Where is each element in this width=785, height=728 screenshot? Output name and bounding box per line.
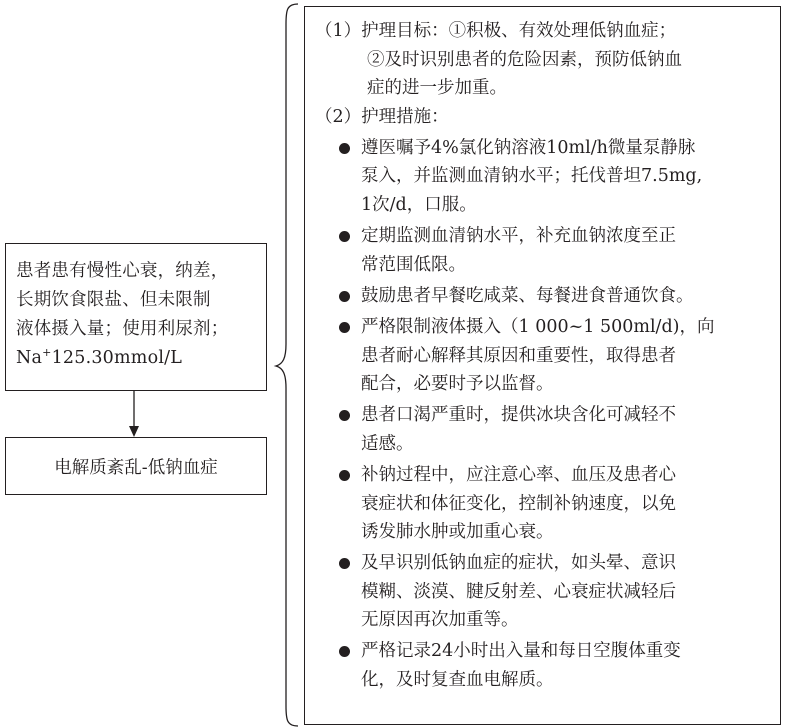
measure-text <box>361 134 774 220</box>
measure-line: 补钠过程中，应注意心率、血压及患者心 <box>361 464 676 485</box>
measure-line: 化，及时复查血电解质。 <box>361 670 554 691</box>
bullet-icon <box>339 322 350 333</box>
bullet-icon <box>339 410 350 421</box>
sodium-value-line <box>16 344 260 373</box>
bullet-icon <box>339 470 350 481</box>
measure-line: 患者耐心解释其原因和重要性，取得患者 <box>361 345 676 366</box>
diagnosis-label: 电解质紊乱-低钠血症 <box>54 457 218 478</box>
measure-line: 及早识别低钠血症的症状，如头晕、意识 <box>361 553 676 574</box>
assessment-box <box>5 243 267 391</box>
measure-line: 定期监测血清钠水平，补充血钠浓度至正 <box>361 226 676 247</box>
measure-item <box>315 282 774 311</box>
measure-item <box>315 461 774 547</box>
bullet-icon <box>339 231 350 242</box>
assessment-line: 长期饮食限盐、但未限制 <box>16 290 211 310</box>
measure-text <box>361 461 774 547</box>
measure-text <box>361 549 774 635</box>
bullet-icon <box>339 558 350 569</box>
measure-line: 无原因再次加重等。 <box>361 610 519 631</box>
measure-line: 鼓励患者早餐吃咸菜、每餐进食普通饮食。 <box>361 285 694 306</box>
sodium-charge: + <box>42 346 52 360</box>
measure-item <box>315 401 774 458</box>
measure-line: 常范围低限。 <box>361 254 466 275</box>
measure-item <box>315 637 774 694</box>
sodium-symbol: Na <box>16 348 43 368</box>
measure-line: 诱发肺水肿或加重心衰。 <box>361 522 554 543</box>
measure-text <box>361 282 774 311</box>
measure-line: 严格记录24小时出入量和每日空腹体重变 <box>361 641 681 662</box>
measure-line: 适感。 <box>361 433 414 454</box>
measure-line: 衰症状和体征变化，控制补钠速度，以免 <box>361 493 676 514</box>
diagnosis-box <box>5 437 267 495</box>
measure-line: 患者口渴严重时，提供冰块含化可减轻不 <box>361 405 676 426</box>
measure-item <box>315 313 774 399</box>
measure-item <box>315 134 774 220</box>
bullet-icon <box>339 646 350 657</box>
measure-line: 泵入，并监测血清钠水平；托伐普坦7.5mg, <box>361 166 703 187</box>
sodium-value: 125.30mmol/L <box>51 348 183 368</box>
measure-text <box>361 401 774 458</box>
measure-line: 配合，必要时予以监督。 <box>361 374 554 395</box>
goal-line: （1）护理目标：①积极、有效处理低钠血症； <box>315 21 677 41</box>
measure-line: 严格限制液体摄入（1 000~1 500ml/d)，向 <box>361 316 715 337</box>
bullet-icon <box>339 143 350 154</box>
measure-text <box>361 222 774 279</box>
measure-text <box>361 637 774 694</box>
measures-heading: （2）护理措施： <box>315 106 449 127</box>
measure-item <box>315 222 774 279</box>
bullet-icon <box>339 291 350 302</box>
curly-brace <box>276 4 298 726</box>
measure-item <box>315 549 774 635</box>
assessment-line: 患者患有慢性心衰，纳差， <box>16 261 229 281</box>
measure-line: 遵医嘱予4%氯化钠溶液10ml/h微量泵静脉 <box>361 137 696 158</box>
goal-line: ②及时识别患者的危险因素，预防低钠血 <box>367 49 682 70</box>
assessment-line: 液体摄入量；使用利尿剂； <box>16 319 229 339</box>
care-plan-box <box>304 6 781 725</box>
measures-list <box>315 134 774 695</box>
flow-arrow-head <box>129 426 139 437</box>
measure-text <box>361 313 774 399</box>
measure-line: 1次/d，口服。 <box>361 195 477 216</box>
measure-line: 模糊、淡漠、腱反射差、心衰症状减轻后 <box>361 581 676 602</box>
goal-line: 症的进一步加重。 <box>367 78 507 99</box>
